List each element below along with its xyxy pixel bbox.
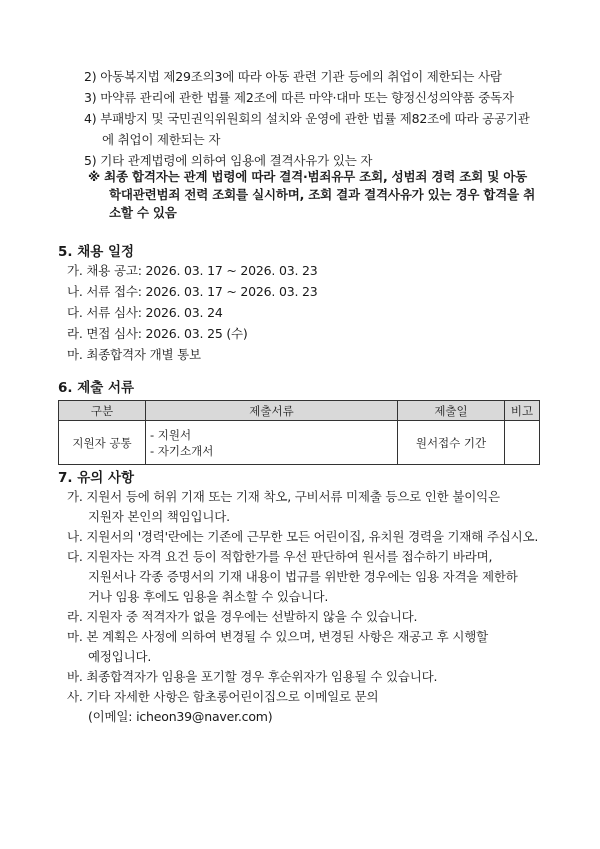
header-category: 구분 — [59, 401, 146, 421]
cell-remark — [505, 421, 540, 465]
background-check-note: ※ 최종 합격자는 관계 법령에 따라 결격·범죄유무 조회, 성범죄 경력 조회 및 아동 — [88, 169, 527, 184]
notice-line: 거나 임용 후에도 임용을 취소할 수 있습니다. — [88, 589, 329, 604]
notice-line: 예정입니다. — [88, 649, 152, 664]
schedule-item: 나. 서류 접수: 2026. 03. 17 ~ 2026. 03. 23 — [67, 284, 318, 299]
notice-line: 가. 지원서 등에 허위 기재 또는 기재 착오, 구비서류 미제출 등으로 인한 불이익은 — [67, 489, 500, 504]
schedule-heading: 5. 채용 일정 — [58, 244, 135, 260]
documents-table — [58, 400, 540, 465]
background-check-note-line3: 소할 수 있음 — [109, 205, 177, 220]
notice-line: 마. 본 계획은 사정에 의하여 변경될 수 있으며, 변경된 사항은 재공고 후 시행할 — [67, 629, 488, 644]
notice-line: 나. 지원서의 '경력'란에는 기존에 근무한 모든 어린이집, 유치원 경력을 기재해 주십시오. — [67, 529, 539, 544]
qualification-item-3: 3) 마약류 관리에 관한 법률 제2조에 따른 마약·대마 또는 향정신성의약품 중독자 — [84, 90, 514, 105]
document-item: - 자기소개서 — [150, 443, 214, 458]
cell-documents — [146, 421, 398, 465]
cell-submit-date: 원서접수 기간 — [398, 421, 505, 465]
header-submit-date: 제출일 — [398, 401, 505, 421]
notice-line: 사. 기타 자세한 사항은 함초롱어린이집으로 이메일로 문의 — [67, 689, 379, 704]
schedule-item: 마. 최종합격자 개별 통보 — [67, 347, 201, 362]
qualification-item-5: 5) 기타 관계법령에 의하여 임용에 결격사유가 있는 자 — [84, 153, 373, 168]
notices-heading: 7. 유의 사항 — [58, 470, 135, 486]
notice-line: 지원자 본인의 책임입니다. — [88, 509, 230, 524]
document-item: - 지원서 — [150, 427, 192, 442]
background-check-note-line2: 학대관련범죄 전력 조회를 실시하며, 조회 결과 결격사유가 있는 경우 합격을 취 — [109, 187, 536, 202]
qualification-item-4: 4) 부패방지 및 국민권익위원회의 설치와 운영에 관한 법률 제82조에 따라 공공기관 — [84, 111, 530, 126]
table-header-row — [59, 401, 540, 421]
cell-category: 지원자 공통 — [59, 421, 146, 465]
table-row — [59, 421, 540, 465]
documents-heading: 6. 제출 서류 — [58, 380, 135, 396]
notice-line: 바. 최종합격자가 임용을 포기할 경우 후순위자가 임용될 수 있습니다. — [67, 669, 438, 684]
notice-line: 지원서나 각종 증명서의 기재 내용이 법규를 위반한 경우에는 임용 자격을 제한하 — [88, 569, 518, 584]
notice-line: 다. 지원자는 자격 요건 등이 적합한가를 우선 판단하여 원서를 접수하기 바라며, — [67, 549, 493, 564]
qualification-item-4-cont: 에 취업이 제한되는 자 — [102, 132, 221, 147]
schedule-item: 라. 면접 심사: 2026. 03. 25 (수) — [67, 326, 248, 341]
qualification-item-2: 2) 아동복지법 제29조의3에 따라 아동 관련 기관 등에의 취업이 제한되는 사람 — [84, 69, 502, 84]
contact-email: (이메일: icheon39@naver.com) — [88, 709, 273, 724]
schedule-item: 가. 채용 공고: 2026. 03. 17 ~ 2026. 03. 23 — [67, 263, 318, 278]
notice-line: 라. 지원자 중 적격자가 없을 경우에는 선발하지 않을 수 있습니다. — [67, 609, 418, 624]
header-remark: 비고 — [505, 401, 540, 421]
header-documents: 제출서류 — [146, 401, 398, 421]
schedule-item: 다. 서류 심사: 2026. 03. 24 — [67, 305, 223, 320]
